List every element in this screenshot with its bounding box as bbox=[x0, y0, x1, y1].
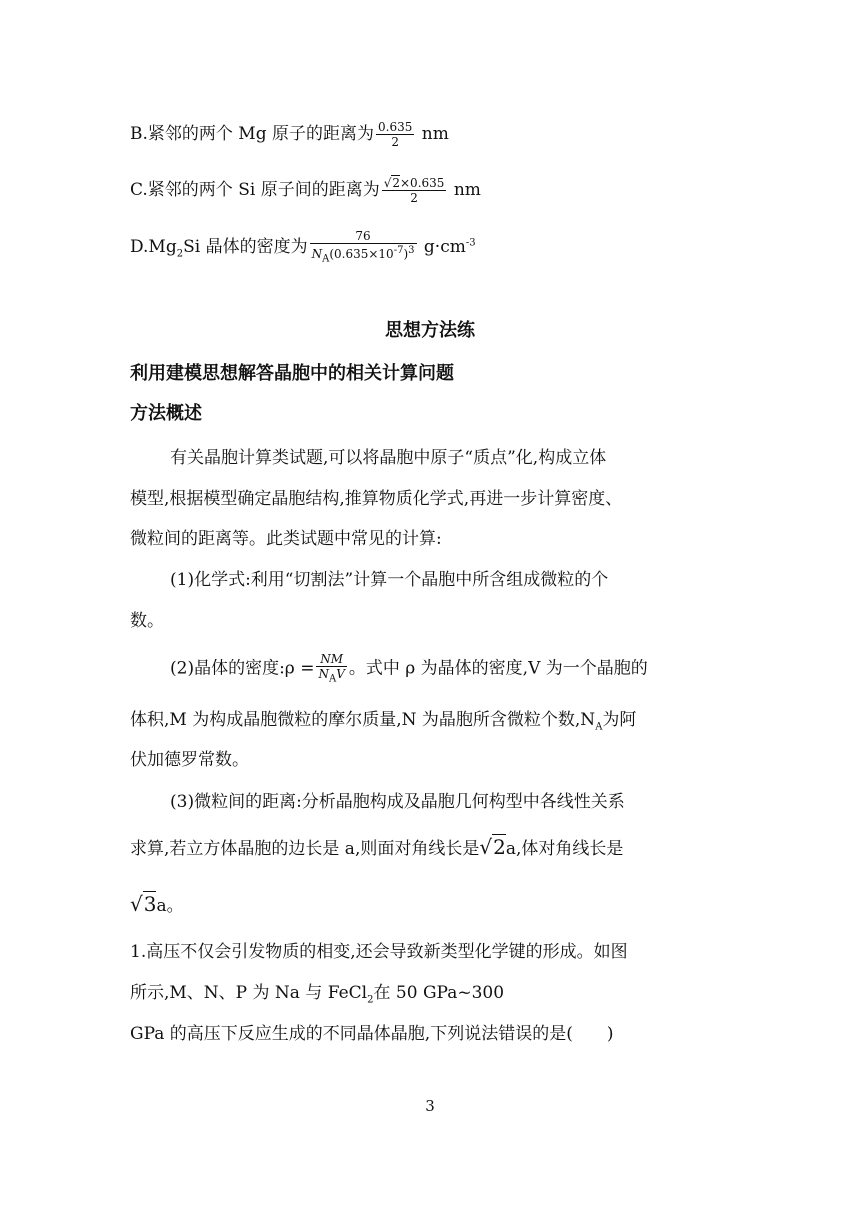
paragraph-line bbox=[130, 835, 623, 861]
option-d-text-a: D.Mg bbox=[130, 237, 177, 258]
option-d-text-b: Si 晶体的密度为 bbox=[183, 237, 308, 258]
question-line: GPa 的高压下反应生成的不同晶体晶胞,下列说法错误的是( ) bbox=[130, 1024, 614, 1044]
question-line: 1.高压不仅会引发物质的相变,还会导致新类型化学键的形成。如图 bbox=[130, 942, 628, 962]
subscript: A bbox=[322, 253, 330, 265]
fraction-numerator: NM bbox=[320, 652, 344, 666]
sqrt-radicand: 2 bbox=[392, 176, 400, 190]
paragraph-line: 微粒间的距离等。此类试题中常见的计算: bbox=[130, 529, 442, 549]
line-text: a,体对角线长是 bbox=[505, 839, 624, 859]
option-b-unit: nm bbox=[416, 124, 449, 144]
density-fraction bbox=[316, 652, 346, 686]
subscript: 2 bbox=[367, 994, 374, 1006]
volume-symbol: V bbox=[336, 667, 345, 681]
paragraph-line: 有关晶胞计算类试题,可以将晶胞中原子“质点”化,构成立体 bbox=[170, 448, 607, 468]
sqrt-symbol: √2 bbox=[383, 176, 400, 190]
option-c-text: C.紧邻的两个 Si 原子间的距离为 bbox=[130, 180, 380, 200]
section-title: 思想方法练 bbox=[385, 320, 475, 341]
subscript: A bbox=[595, 721, 603, 733]
sqrt-symbol: √2 bbox=[479, 835, 506, 859]
den-close: ) bbox=[403, 247, 409, 261]
option-d bbox=[130, 229, 476, 267]
paragraph-line: 伏加德罗常数。 bbox=[130, 750, 249, 770]
option-c-unit: nm bbox=[448, 180, 481, 200]
option-d-unit: g·cm bbox=[418, 237, 466, 258]
paragraph-line: 模型,根据模型确定晶胞结构,推算物质化学式,再进一步计算密度、 bbox=[130, 489, 623, 509]
fraction-numerator: 76 bbox=[310, 229, 417, 244]
page-number: 3 bbox=[425, 1097, 435, 1115]
line-text: 求算,若立方体晶胞的边长是 a,则面对角线长是 bbox=[130, 839, 480, 859]
option-b bbox=[130, 120, 449, 149]
fraction-denominator: 2 bbox=[410, 191, 418, 205]
line-text: 所示,M、N、P 为 Na 与 FeCl bbox=[130, 983, 368, 1003]
fraction-numerator-rest: ×0.635 bbox=[400, 176, 445, 190]
paragraph-line bbox=[130, 892, 184, 918]
option-b-fraction bbox=[376, 120, 414, 149]
subscript: 2 bbox=[176, 248, 184, 260]
option-c bbox=[130, 176, 481, 205]
paragraph-line bbox=[130, 708, 636, 739]
sqrt-radicand: 3 bbox=[143, 892, 157, 916]
section-subtitle: 利用建模思想解答晶胞中的相关计算问题 bbox=[130, 363, 454, 384]
superscript: 3 bbox=[408, 245, 415, 256]
line-text: 在 50 GPa~300 bbox=[373, 983, 505, 1003]
avogadro-symbol: N bbox=[311, 247, 323, 261]
density-formula-line bbox=[170, 652, 648, 686]
section-heading: 方法概述 bbox=[130, 403, 202, 424]
avogadro-symbol: N bbox=[318, 667, 329, 681]
line-text: a。 bbox=[156, 896, 184, 916]
line-text: 体积,M 为构成晶胞微粒的摩尔质量,N 为晶胞所含微粒个数,N bbox=[130, 710, 596, 730]
paragraph-line: (1)化学式:利用“切割法”计算一个晶胞中所含组成微粒的个 bbox=[170, 570, 609, 590]
fraction-numerator: 0.635 bbox=[378, 120, 413, 134]
subscript: A bbox=[328, 673, 337, 685]
option-d-fraction bbox=[310, 229, 417, 266]
question-line bbox=[130, 981, 504, 1012]
paragraph-line: 数。 bbox=[130, 611, 164, 631]
formula-text: (2)晶体的密度:ρ = bbox=[170, 658, 315, 679]
superscript: -7 bbox=[393, 245, 404, 256]
formula-text: 。式中 ρ 为晶体的密度,V 为一个晶胞的 bbox=[348, 658, 648, 679]
sqrt-radicand: 2 bbox=[493, 835, 506, 859]
den-text: (0.635×10 bbox=[329, 247, 394, 261]
fraction-denominator: 2 bbox=[391, 135, 399, 149]
option-c-fraction bbox=[382, 176, 447, 205]
line-text: 为阿 bbox=[602, 710, 637, 730]
option-b-text: B.紧邻的两个 Mg 原子的距离为 bbox=[130, 124, 374, 144]
sqrt-symbol: √3 bbox=[130, 892, 157, 916]
superscript: -3 bbox=[465, 237, 476, 249]
paragraph-line: (3)微粒间的距离:分析晶胞构成及晶胞几何构型中各线性关系 bbox=[170, 792, 625, 812]
